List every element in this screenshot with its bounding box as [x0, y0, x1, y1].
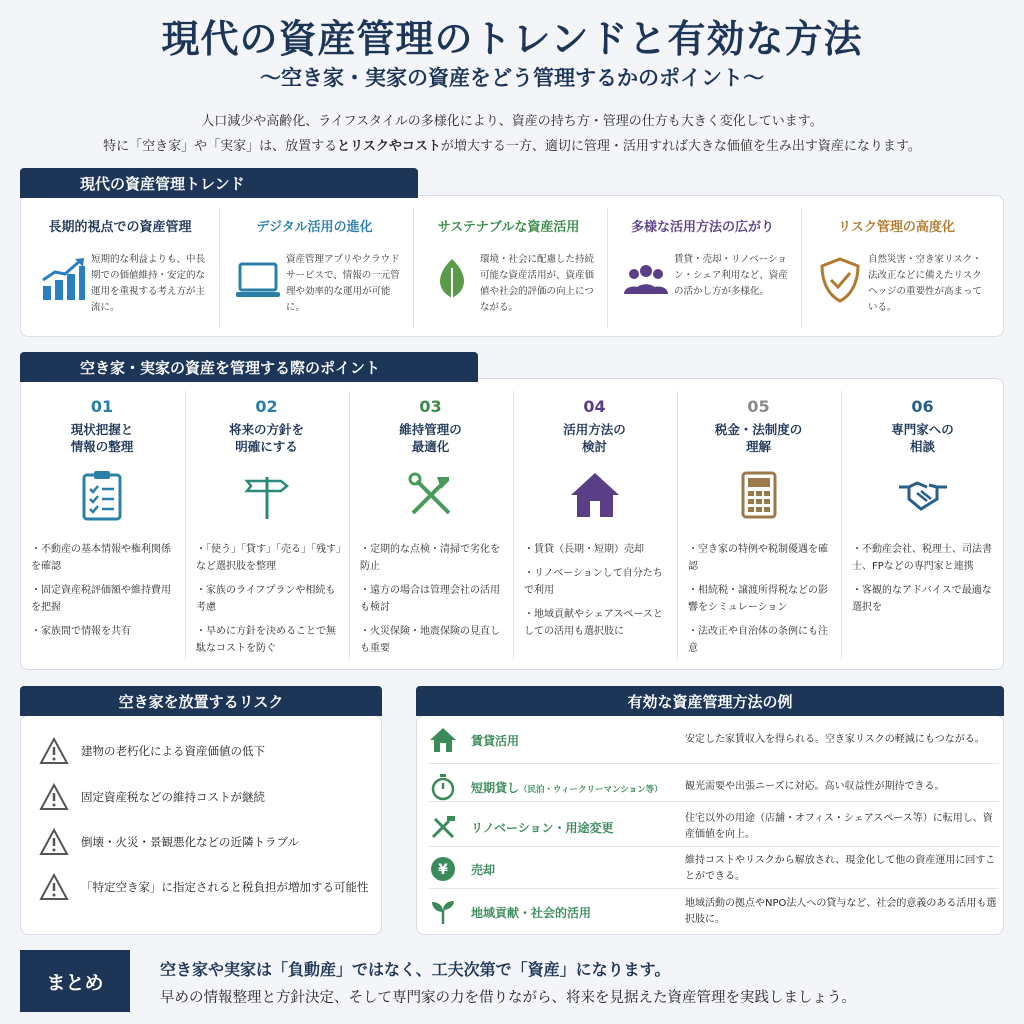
point-bullets: ・「使う」「貸す」「売る」「残す」など選択肢を整理 ・家族のライフプランや相続も考慮 ・早めに方針を決めることで無駄なコストを防ぐ — [196, 544, 341, 654]
point-number: 02 — [255, 397, 278, 416]
divider — [429, 888, 999, 889]
trend-item — [413, 208, 603, 328]
risk-text: 建物の老朽化による資産価値の低下 — [81, 744, 265, 758]
trend-text: 短期的な利益よりも、中長期での価値維持・安定的な運用を重視する考え方が主流に。 — [91, 254, 206, 313]
trends-heading: 現代の資産管理トレンド — [20, 168, 418, 198]
method-name: リノベーション・用途変更 — [471, 820, 614, 835]
risk-item — [39, 822, 379, 862]
stopwatch-icon — [429, 773, 457, 801]
trend-item — [25, 208, 215, 328]
method-row — [429, 719, 999, 761]
trends-panel — [20, 195, 1004, 337]
summary-line-1: 空き家や実家は「負動産」ではなく、工夫次第で「資産」になります。 — [160, 960, 671, 979]
point-title: 将来の方針を 明確にする — [228, 422, 304, 454]
divider — [429, 846, 999, 847]
trend-text: 資産管理アプリやクラウドサービスで、情報の一元管理や効率的な運用が可能に。 — [286, 254, 400, 313]
divider — [429, 801, 999, 802]
risk-text: 倒壊・火災・景観悪化などの近隣トラブル — [81, 835, 300, 849]
svg-text:¥: ¥ — [438, 862, 448, 878]
method-name: 地域貢献・社会的活用 — [471, 905, 592, 920]
trend-text: 自然災害・空き家リスク・法改正などに備えたリスクヘッジの重要性が高まっている。 — [868, 254, 983, 313]
handshake-icon — [897, 469, 949, 521]
point-title: 税金・法制度の 理解 — [714, 422, 803, 454]
trend-item — [801, 208, 991, 328]
methods-panel — [416, 715, 1004, 935]
signpost-icon — [241, 469, 293, 521]
house-icon — [429, 726, 457, 754]
point-title: 現状把握と 情報の整理 — [70, 422, 134, 454]
point-number: 01 — [90, 397, 114, 416]
sprout-icon — [429, 898, 457, 926]
point-title: 活用方法の 検討 — [563, 422, 626, 454]
trend-item — [607, 208, 797, 328]
warning-icon — [39, 737, 69, 765]
tools-icon — [429, 813, 457, 841]
point-item — [677, 391, 839, 659]
point-item — [349, 391, 511, 659]
point-bullets: ・不動産会社、税理士、司法書士、FPなどの専門家と連携 ・客観的なアドバイスで最適な選択を — [852, 544, 992, 613]
method-desc: 地域活動の拠点やNPO法人への貸与など、社会的意義のある活用も選択肢に。 — [685, 898, 997, 925]
method-row — [429, 848, 999, 890]
method-desc: 安定した家賃収入を得られる。空き家リスクの軽減にもつながる。 — [685, 734, 985, 745]
clipboard-icon — [76, 469, 128, 521]
risk-text: 「特定空き家」に指定されると税負担が増加する可能性 — [81, 880, 369, 894]
point-bullets: ・定期的な点検・清掃で劣化を防止 ・遠方の場合は管理会社の活用も検討 ・火災保険・地震保険の見直しも重要 — [360, 544, 500, 654]
summary-label: まとめ — [20, 950, 130, 1012]
point-bullets: ・賃貸（長期・短期）売却 ・リノベーションして自分たちで利用 ・地域貢献やシェアスペースとしての活用も選択肢に — [524, 544, 663, 637]
point-bullets: ・不動産の基本情報や権利関係を確認 ・固定資産税評価額や維持費用を把握 ・家族間で情報を共有 — [31, 544, 171, 637]
shield-icon — [816, 256, 864, 304]
points-heading: 空き家・実家の資産を管理する際のポイント — [20, 352, 478, 382]
point-number: 04 — [583, 397, 606, 416]
house-icon — [569, 469, 621, 521]
method-name: 売却 — [471, 862, 496, 877]
trend-title: 長期的視点での資産管理 — [48, 220, 192, 235]
page-subtitle: 〜空き家・実家の資産をどう管理するかのポイント〜 — [260, 66, 764, 90]
method-desc: 維持コストやリスクから解放され、現金化して他の資産運用に回すことができる。 — [685, 855, 996, 882]
trend-title: リスク管理の高度化 — [838, 220, 955, 235]
bar-chart-icon — [39, 256, 87, 304]
tools-icon — [405, 469, 457, 521]
yen-icon — [429, 855, 457, 883]
point-item — [513, 391, 675, 659]
method-row — [429, 891, 999, 933]
points-panel — [20, 378, 1004, 670]
risk-item — [39, 731, 379, 771]
method-desc: 観光需要や出張ニーズに対応。高い収益性が期待できる。 — [685, 781, 945, 792]
risk-panel — [20, 715, 382, 935]
warning-icon — [39, 873, 69, 901]
point-title: 専門家への 相談 — [891, 422, 954, 454]
method-desc: 住宅以外の用途（店舗・オフィス・シェアスペース等）に転用し、資産価値を向上。 — [685, 813, 993, 840]
leaf-icon — [428, 256, 476, 304]
people-icon — [622, 256, 670, 304]
warning-icon — [39, 783, 69, 811]
point-item — [185, 391, 347, 659]
methods-heading: 有効な資産管理方法の例 — [416, 686, 1004, 716]
point-title: 維持管理の 最適化 — [399, 422, 462, 454]
point-item — [21, 391, 183, 659]
risk-heading: 空き家を放置するリスク — [20, 686, 382, 716]
trend-title: サステナブルな資産活用 — [437, 220, 580, 235]
method-name: 賃貸活用 — [471, 733, 520, 748]
trend-text: 賃貸・売却・リノベーション・シェア利用など、資産の活かし方が多様化。 — [674, 254, 788, 297]
point-bullets: ・空き家の特例や税制優遇を確認 ・相続税・譲渡所得税などの影響をシミュレーション ・法改正や自治体の条例にも注意 — [688, 544, 828, 654]
risk-item — [39, 867, 379, 907]
risk-item — [39, 777, 379, 817]
trend-title: 多様な活用方法の広がり — [630, 220, 774, 235]
point-number: 06 — [911, 397, 934, 416]
trend-text: 環境・社会に配慮した持続可能な資産活用が、資産価値や社会的評価の向上につながる。 — [480, 254, 595, 313]
trend-title: デジタル活用の進化 — [256, 220, 373, 235]
warning-icon — [39, 828, 69, 856]
point-number: 03 — [419, 397, 442, 416]
method-name: 短期貸し（民泊・ウィークリーマンション等） — [471, 780, 663, 795]
divider — [429, 763, 999, 764]
page-title: 現代の資産管理のトレンドと有効な方法 — [161, 17, 863, 61]
point-item — [841, 391, 1003, 659]
point-number: 05 — [747, 397, 770, 416]
summary-line-2: 早めの情報整理と方針決定、そして専門家の力を借りながら、将来を見据えた資産管理を実践しましょう。 — [160, 990, 856, 1006]
laptop-icon — [234, 256, 282, 304]
intro-line-2: 特に「空き家」や「実家」は、放置するとリスクやコストが増大する一方、適切に管理・活用すれば大きな価値を生み出す資産になります。 — [103, 139, 921, 154]
method-row — [429, 806, 999, 848]
intro-line-1: 人口減少や高齢化、ライフスタイルの多様化により、資産の持ち方・管理の仕方も大きく変化しています。 — [201, 114, 823, 129]
trend-item — [219, 208, 409, 328]
calculator-icon — [733, 469, 785, 521]
risk-text: 固定資産税などの維持コストが継続 — [81, 790, 265, 804]
